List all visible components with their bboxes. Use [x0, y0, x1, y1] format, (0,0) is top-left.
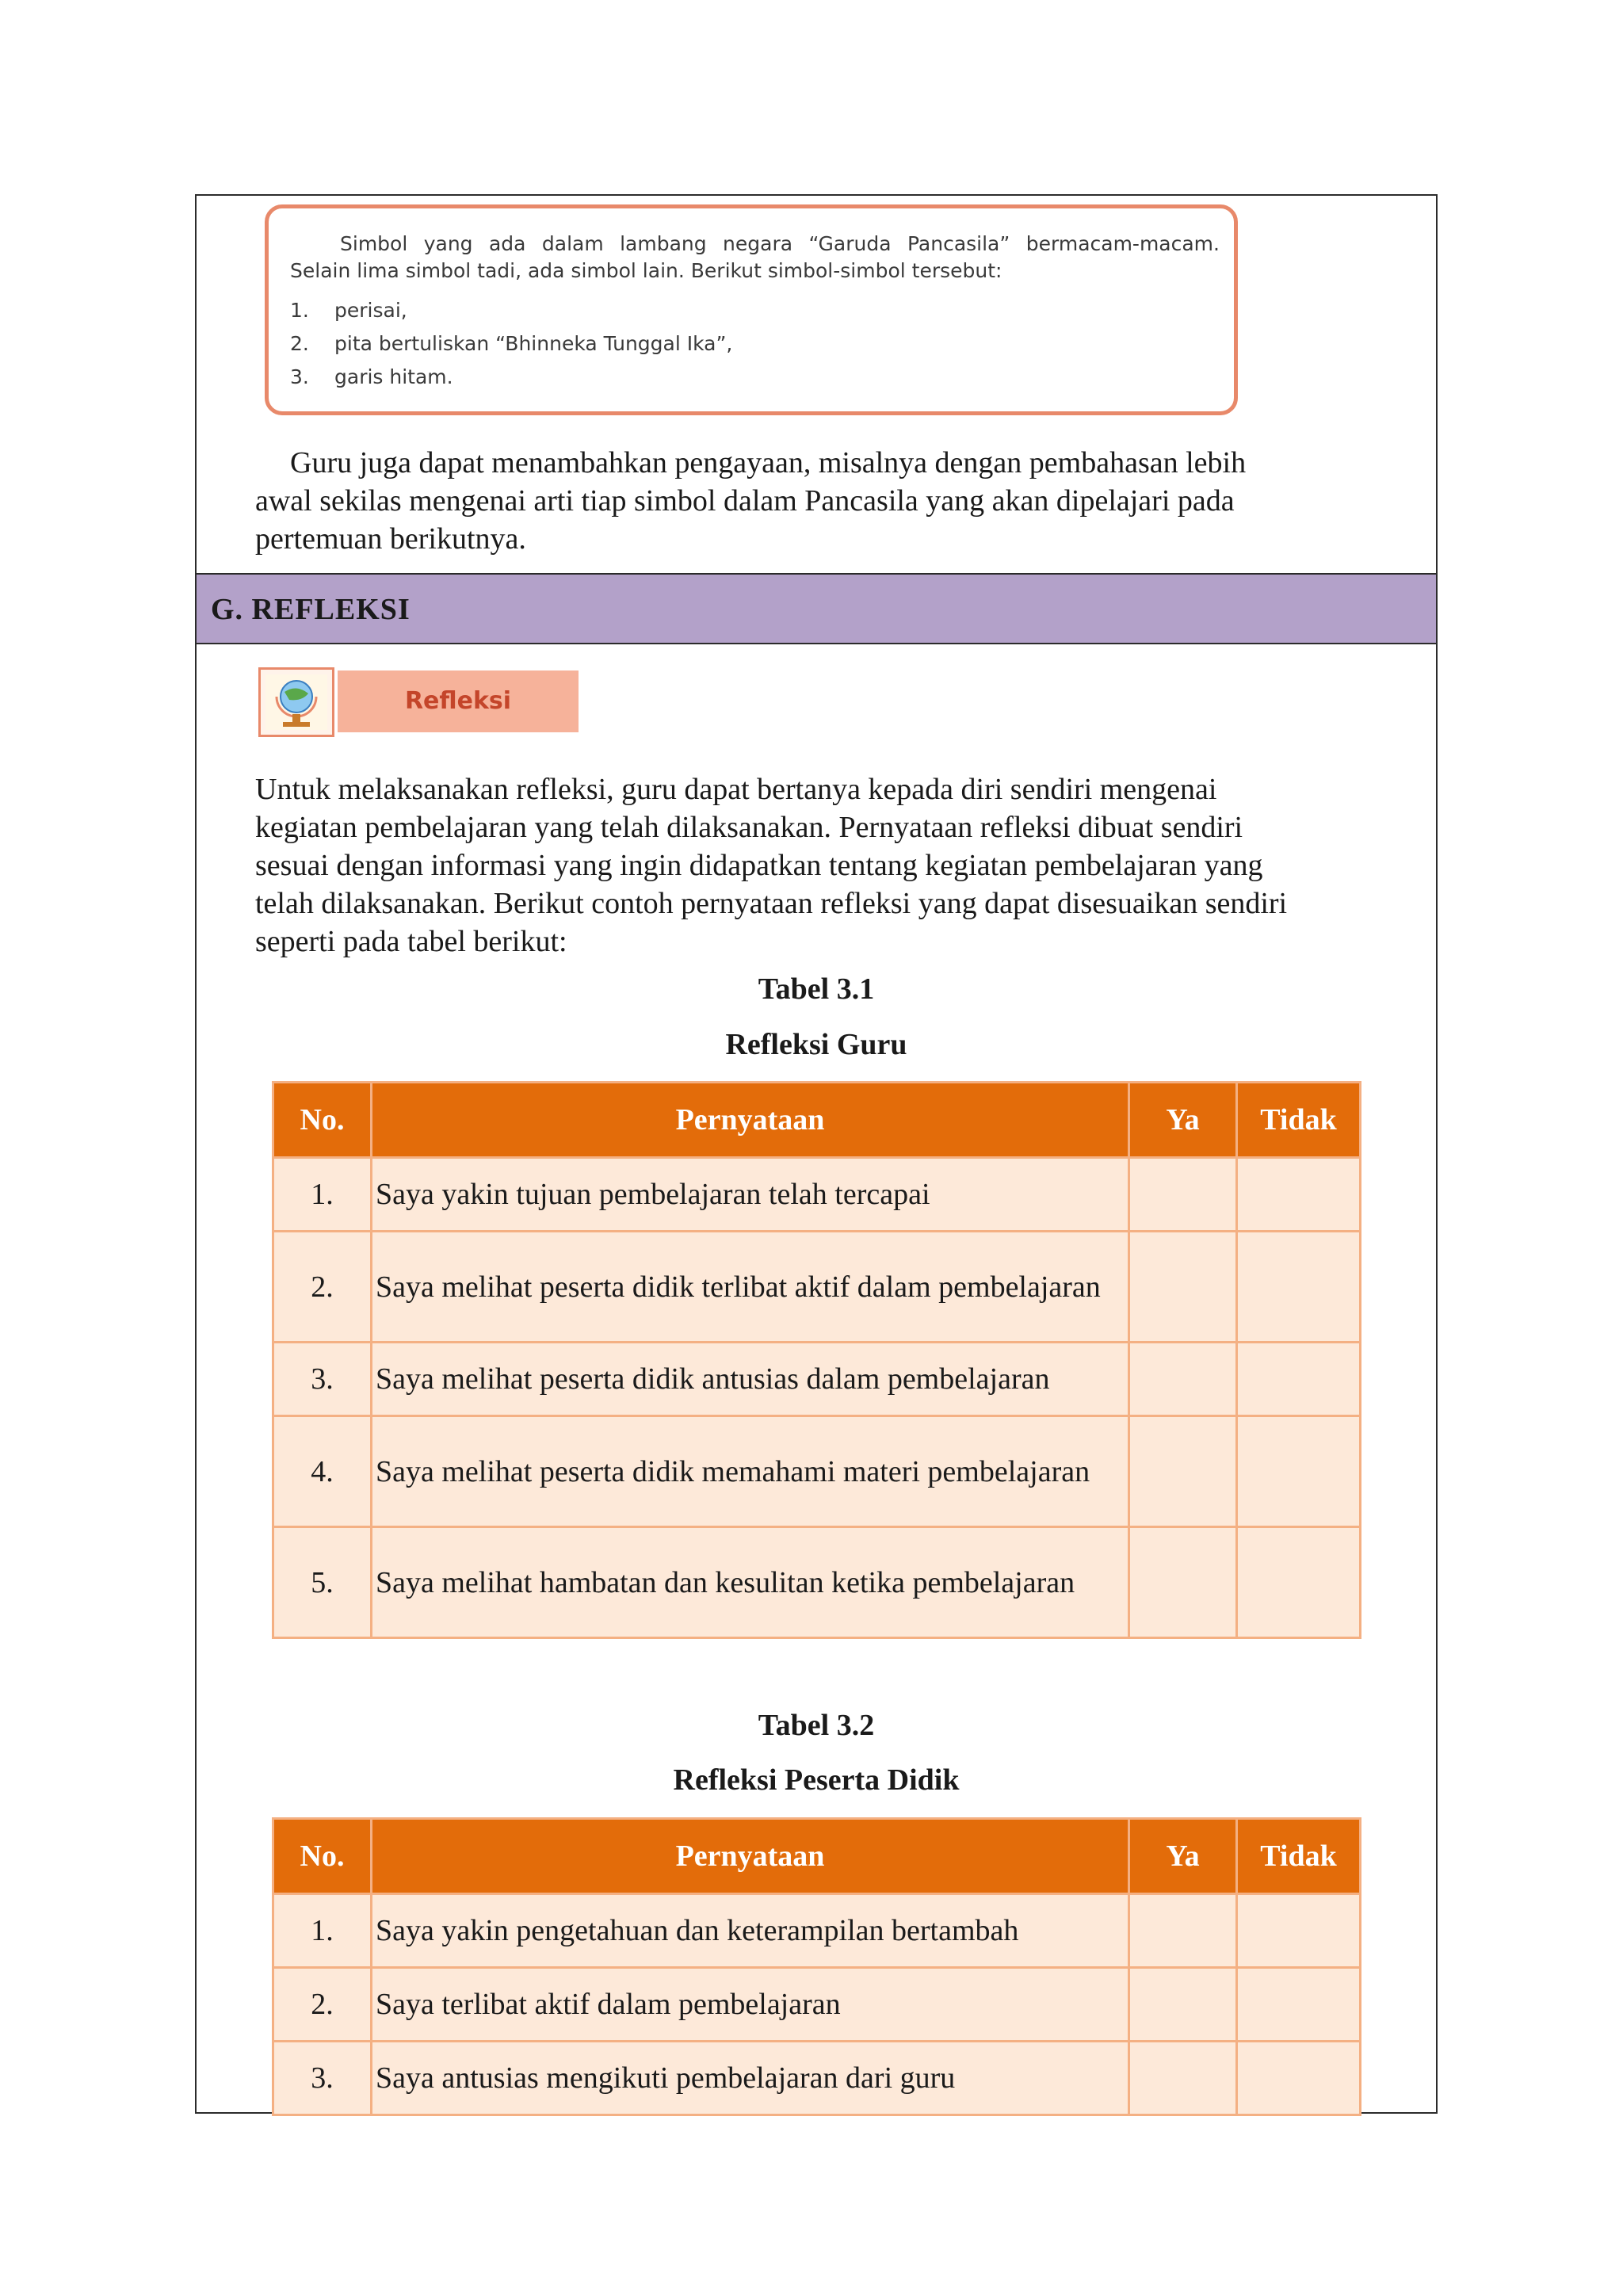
row-number: 4. — [273, 1416, 372, 1527]
ya-cell[interactable] — [1129, 2042, 1237, 2115]
col-header-tidak: Tidak — [1237, 1819, 1361, 1894]
section-header-refleksi — [197, 573, 1436, 644]
reflection-table-guru — [272, 1081, 1361, 1639]
table-row — [273, 1343, 1361, 1416]
enrichment-paragraph: Guru juga dapat menambahkan pengayaan, misalnya dengan pembahasan lebih awal sekilas mengenai arti tiap simbol dalam Pancasila yang akan dipelajari pada pertemuan berikutnya. — [255, 446, 1247, 556]
table-row — [273, 1894, 1361, 1968]
info-callout — [265, 204, 1238, 415]
row-statement: Saya melihat hambatan dan kesulitan ketika pembelajaran — [372, 1527, 1129, 1638]
table-header-row — [273, 1083, 1361, 1158]
table1-number: Tabel 3.1 — [758, 972, 875, 1006]
ya-cell[interactable] — [1129, 1968, 1237, 2042]
table-row — [273, 2042, 1361, 2115]
row-statement: Saya antusias mengikuti pembelajaran dari guru — [372, 2042, 1129, 2115]
ya-cell[interactable] — [1129, 1894, 1237, 1968]
callout-list-item: 2. pita bertuliskan “Bhinneka Tunggal Ika”, — [290, 332, 733, 355]
col-header-tidak: Tidak — [1237, 1083, 1361, 1158]
tidak-cell[interactable] — [1237, 1416, 1361, 1527]
table1-title: Refleksi Guru — [725, 1028, 907, 1061]
col-header-pernyataan: Pernyataan — [372, 1083, 1129, 1158]
row-statement: Saya terlibat aktif dalam pembelajaran — [372, 1968, 1129, 2042]
table-row — [273, 1416, 1361, 1527]
callout-line-2: Selain lima simbol tadi, ada simbol lain. Berikut simbol-simbol tersebut: — [290, 259, 1002, 282]
ya-cell[interactable] — [1129, 1232, 1237, 1343]
col-header-no: No. — [273, 1083, 372, 1158]
col-header-ya: Ya — [1129, 1819, 1237, 1894]
reflection-table-peserta-didik — [272, 1817, 1361, 2116]
col-header-no: No. — [273, 1819, 372, 1894]
row-number: 2. — [273, 1232, 372, 1343]
row-number: 3. — [273, 1343, 372, 1416]
row-number: 5. — [273, 1527, 372, 1638]
callout-list-item: 3. garis hitam. — [290, 365, 453, 388]
tidak-cell[interactable] — [1237, 1968, 1361, 2042]
globe-icon — [258, 667, 334, 737]
badge-label: Refleksi — [338, 670, 579, 732]
tidak-cell[interactable] — [1237, 1527, 1361, 1638]
row-number: 1. — [273, 1894, 372, 1968]
row-number: 3. — [273, 2042, 372, 2115]
ya-cell[interactable] — [1129, 1158, 1237, 1232]
tidak-cell[interactable] — [1237, 1158, 1361, 1232]
table-header-row — [273, 1819, 1361, 1894]
row-statement: Saya melihat peserta didik terlibat aktif dalam pembelajaran — [372, 1232, 1129, 1343]
callout-list-item: 1. perisai, — [290, 299, 407, 322]
table-row — [273, 1527, 1361, 1638]
row-number: 2. — [273, 1968, 372, 2042]
row-number: 1. — [273, 1158, 372, 1232]
tidak-cell[interactable] — [1237, 1894, 1361, 1968]
table-row — [273, 1158, 1361, 1232]
ya-cell[interactable] — [1129, 1527, 1237, 1638]
tidak-cell[interactable] — [1237, 2042, 1361, 2115]
refleksi-badge — [258, 667, 579, 737]
reflection-paragraph: Untuk melaksanakan refleksi, guru dapat bertanya kepada diri sendiri mengenai kegiatan pembelajaran yang telah dilaksanakan. Pernyataan refleksi dibuat sendiri sesuai dengan informasi yang ingin didapatkan tentang kegiatan pembelajaran yang telah dilaksanakan. Berikut contoh pernyataan refleksi yang dapat disesuaikan sendiri seperti pada tabel berikut: — [255, 773, 1288, 958]
row-statement: Saya yakin tujuan pembelajaran telah tercapai — [372, 1158, 1129, 1232]
ya-cell[interactable] — [1129, 1416, 1237, 1527]
table-row — [273, 1968, 1361, 2042]
section-title: G. REFLEKSI — [211, 593, 411, 626]
ya-cell[interactable] — [1129, 1343, 1237, 1416]
table2-title: Refleksi Peserta Didik — [673, 1763, 960, 1797]
col-header-pernyataan: Pernyataan — [372, 1819, 1129, 1894]
row-statement: Saya yakin pengetahuan dan keterampilan bertambah — [372, 1894, 1129, 1968]
callout-line-1: Simbol yang ada dalam lambang negara “Garuda Pancasila” bermacam-macam. — [340, 232, 1220, 255]
row-statement: Saya melihat peserta didik memahami materi pembelajaran — [372, 1416, 1129, 1527]
table2-number: Tabel 3.2 — [758, 1709, 875, 1742]
col-header-ya: Ya — [1129, 1083, 1237, 1158]
row-statement: Saya melihat peserta didik antusias dalam pembelajaran — [372, 1343, 1129, 1416]
tidak-cell[interactable] — [1237, 1343, 1361, 1416]
table-row — [273, 1232, 1361, 1343]
tidak-cell[interactable] — [1237, 1232, 1361, 1343]
